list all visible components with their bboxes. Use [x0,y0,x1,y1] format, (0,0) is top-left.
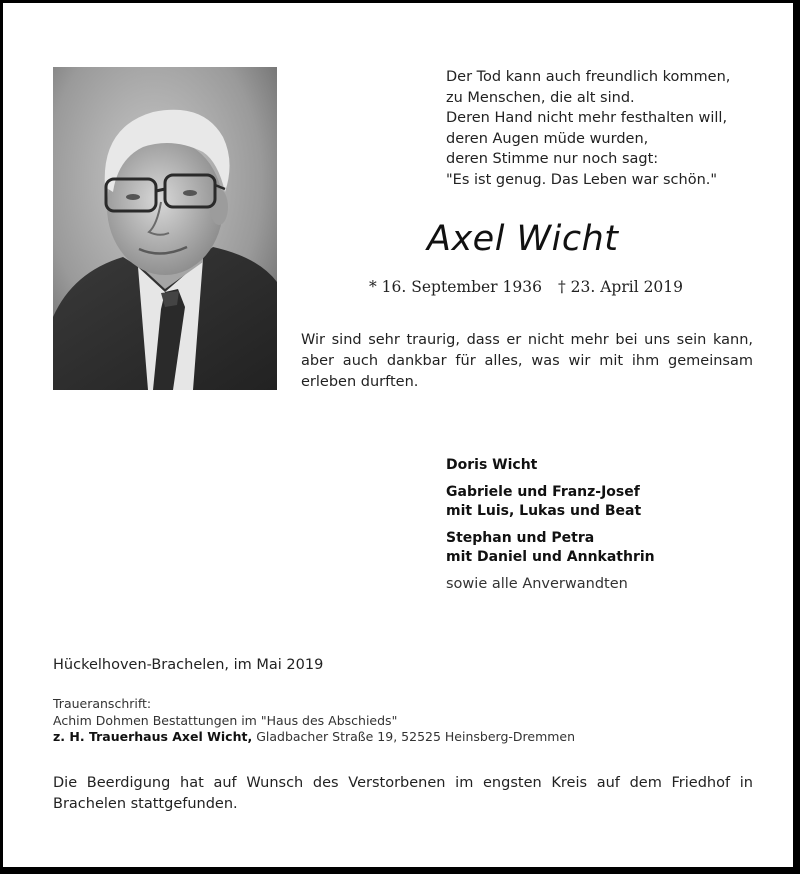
mourner-line: Doris Wicht [446,457,538,473]
address-recipient: z. H. Trauerhaus Axel Wicht, [53,729,253,744]
address-street: Gladbacher Straße 19, 52525 Heinsberg-Dremmen [252,729,576,744]
mourners-list [446,456,655,594]
poem-line: zu Menschen, die alt sind. [446,89,635,106]
deceased-name: Axel Wicht [427,219,619,259]
mourner-line: mit Luis, Lukas und Beat [446,503,642,519]
place-date: Hückelhoven-Brachelen, im Mai 2019 [53,657,324,673]
portrait-illustration [53,67,277,390]
mourner-line: Stephan und Petra [446,530,595,546]
relatives-line: sowie alle Anverwandten [446,576,628,592]
poem-line: Deren Hand nicht mehr festhalten will, [446,110,728,126]
mourner-group [446,529,655,567]
poem-line: deren Augen müde wurden, [446,130,649,147]
address-heading: Traueranschrift: [53,696,152,711]
mourning-address [53,696,575,746]
poem-line: deren Stimme nur noch sagt: [446,151,659,167]
birth-date: * 16. September 1936 [369,278,542,296]
poem [446,67,730,190]
mourner-line: mit Daniel und Annkathrin [446,549,655,565]
mourner-group [446,483,655,521]
portrait-photo [53,67,277,390]
funeral-note: Die Beerdigung hat auf Wunsch des Verstorbenen im engsten Kreis auf dem Friedhof in Brachelen stattgefunden. [53,775,753,812]
statement-text: Wir sind sehr traurig, dass er nicht mehr bei uns sein kann, aber auch dankbar für alles, was wir mit ihm gemeinsam erleben durften. [301,332,753,390]
life-dates [369,278,683,296]
death-date: † 23. April 2019 [557,278,684,296]
mourner-group [446,456,655,475]
mourner-line: Gabriele und Franz-Josef [446,484,640,500]
address-line-1: Achim Dohmen Bestattungen im "Haus des Abschieds" [53,712,398,728]
address-line-2 [53,729,575,746]
poem-line: "Es ist genug. Das Leben war schön." [446,171,718,188]
poem-line: Der Tod kann auch freundlich kommen, [446,69,731,85]
